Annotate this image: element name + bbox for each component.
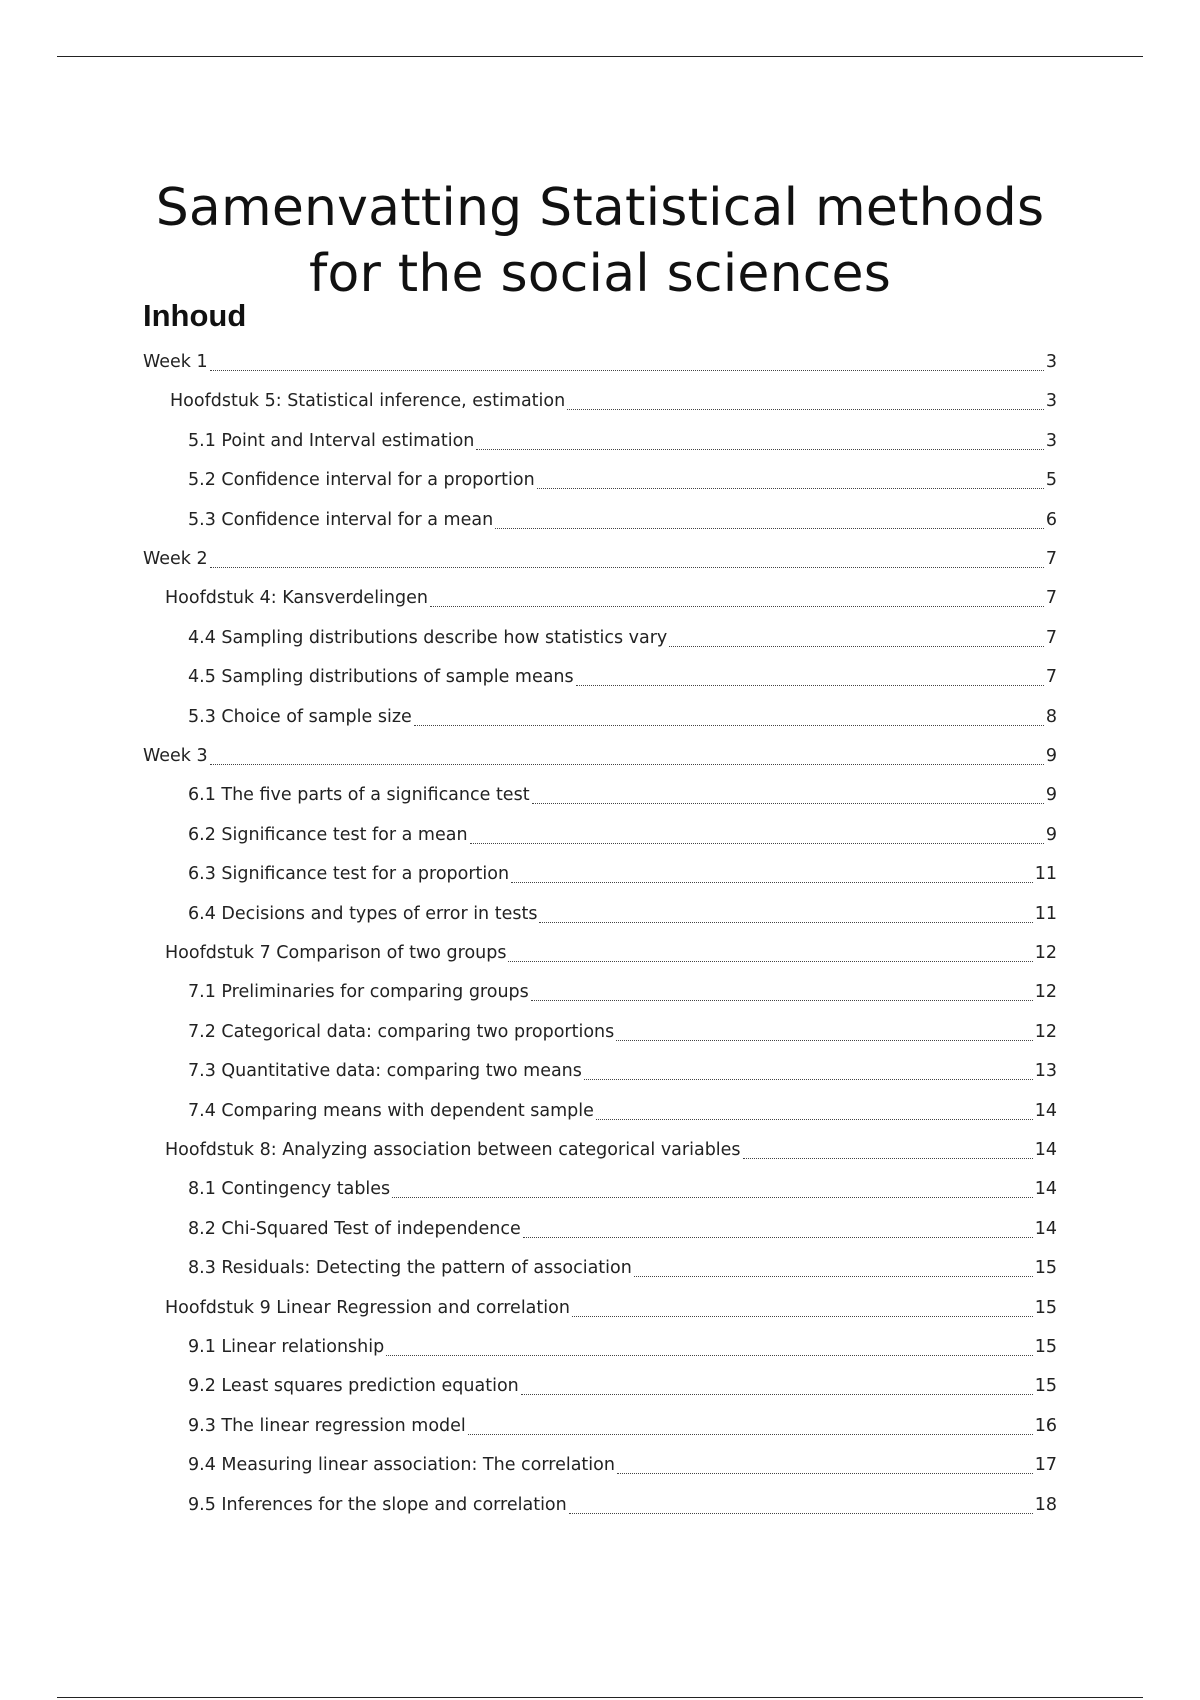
toc-entry-page-number: 5: [1045, 470, 1057, 491]
toc-entry-page-number: 3: [1045, 352, 1057, 372]
toc-entry-page-number: 14: [1034, 1218, 1057, 1239]
toc-entry[interactable]: [188, 1416, 1057, 1440]
toc-entry-page-number: 12: [1034, 982, 1057, 1003]
toc-entry[interactable]: [188, 1061, 1057, 1085]
toc-dot-leader: [567, 409, 1044, 410]
toc-entry-label: 9.5 Inferences for the slope and correlation: [188, 1494, 567, 1515]
toc-entry[interactable]: [170, 391, 1057, 415]
toc-entry[interactable]: [188, 510, 1057, 534]
toc-entry-label: 6.3 Significance test for a proportion: [188, 864, 510, 885]
toc-entry[interactable]: [188, 1337, 1057, 1361]
toc-entry-label: Hoofdstuk 8: Analyzing association between categorical variables: [165, 1140, 741, 1160]
toc-entry[interactable]: [188, 1219, 1057, 1243]
toc-dot-leader: [392, 1197, 1033, 1198]
toc-entry-label: 9.4 Measuring linear association: The correlation: [188, 1455, 615, 1476]
toc-dot-leader: [572, 1316, 1033, 1317]
toc-entry-label: Week 3: [143, 746, 208, 766]
toc-entry[interactable]: [165, 1140, 1057, 1164]
toc-entry-page-number: 7: [1045, 588, 1057, 609]
toc-dot-leader: [414, 725, 1044, 726]
toc-entry[interactable]: [165, 1298, 1057, 1322]
toc-entry-page-number: 9: [1045, 746, 1057, 766]
toc-entry-page-number: 14: [1034, 1179, 1057, 1200]
footer-rule: [57, 1697, 1143, 1698]
toc-entry-label: 6.1 The five parts of a significance test: [188, 785, 530, 806]
toc-entry[interactable]: [188, 982, 1057, 1006]
toc-dot-leader: [430, 606, 1044, 607]
toc-dot-leader: [569, 1513, 1033, 1514]
toc-dot-leader: [669, 646, 1044, 647]
toc-entry-label: Hoofdstuk 7 Comparison of two groups: [165, 943, 507, 963]
toc-entry[interactable]: [188, 825, 1057, 849]
toc-entry[interactable]: [188, 1455, 1057, 1479]
toc-entry-page-number: 8: [1045, 706, 1057, 727]
toc-entry-label: 5.1 Point and Interval estimation: [188, 430, 475, 451]
toc-dot-leader: [521, 1394, 1033, 1395]
toc-dot-leader: [470, 843, 1044, 844]
toc-dot-leader: [468, 1434, 1033, 1435]
toc-entry-page-number: 9: [1045, 824, 1057, 845]
toc-entry-label: 5.2 Confidence interval for a proportion: [188, 470, 535, 491]
toc-entry-page-number: 14: [1034, 1140, 1057, 1160]
toc-entry[interactable]: [143, 746, 1057, 770]
toc-entry[interactable]: [188, 785, 1057, 809]
toc-entry-page-number: 3: [1045, 391, 1057, 412]
toc-entry-label: 8.3 Residuals: Detecting the pattern of association: [188, 1258, 632, 1279]
toc-entry-page-number: 9: [1045, 785, 1057, 806]
toc-dot-leader: [523, 1237, 1033, 1238]
toc-entry-label: 6.2 Significance test for a mean: [188, 824, 468, 845]
toc-dot-leader: [576, 685, 1044, 686]
toc-entry-label: 5.3 Confidence interval for a mean: [188, 509, 494, 530]
toc-entry[interactable]: [188, 470, 1057, 494]
toc-dot-leader: [511, 882, 1033, 883]
toc-entry-page-number: 13: [1034, 1061, 1057, 1082]
toc-entry-label: Hoofdstuk 5: Statistical inference, estimation: [170, 391, 566, 412]
toc-entry-page-number: 11: [1034, 903, 1057, 924]
toc-entry-page-number: 15: [1034, 1258, 1057, 1279]
toc-entry-page-number: 15: [1034, 1297, 1057, 1318]
toc-entry-page-number: 16: [1034, 1415, 1057, 1436]
toc-entry-label: 7.4 Comparing means with dependent sample: [188, 1100, 594, 1121]
document-title: Samenvatting Statistical methods for the social sciences: [155, 177, 1045, 304]
toc-entry-page-number: 12: [1034, 1021, 1057, 1042]
toc-entry[interactable]: [165, 943, 1057, 967]
toc-entry[interactable]: [188, 1376, 1057, 1400]
toc-entry-page-number: 18: [1034, 1494, 1057, 1515]
toc-dot-leader: [596, 1119, 1033, 1120]
toc-entry-page-number: 17: [1034, 1455, 1057, 1476]
toc-dot-leader: [532, 803, 1044, 804]
toc-dot-leader: [210, 370, 1044, 371]
toc-entry-label: 9.2 Least squares prediction equation: [188, 1376, 519, 1397]
toc-entry[interactable]: [188, 1179, 1057, 1203]
toc-entry-label: 7.1 Preliminaries for comparing groups: [188, 982, 529, 1003]
toc-dot-leader: [495, 528, 1044, 529]
toc-entry[interactable]: [188, 1022, 1057, 1046]
toc-dot-leader: [508, 961, 1032, 962]
toc-entry-label: 6.4 Decisions and types of error in tests: [188, 903, 538, 924]
toc-dot-leader: [210, 567, 1044, 568]
toc-entry[interactable]: [188, 667, 1057, 691]
toc-entry[interactable]: [188, 1495, 1057, 1519]
toc-entry-label: Hoofdstuk 9 Linear Regression and correlation: [165, 1297, 570, 1318]
toc-entry-label: 7.3 Quantitative data: comparing two means: [188, 1061, 582, 1082]
toc-heading: Inhoud: [143, 298, 247, 333]
toc-entry[interactable]: [188, 1258, 1057, 1282]
toc-entry-page-number: 7: [1045, 667, 1057, 688]
toc-dot-leader: [616, 1040, 1032, 1041]
toc-dot-leader: [386, 1355, 1033, 1356]
toc-entry-page-number: 15: [1034, 1376, 1057, 1397]
toc-entry-label: Week 2: [143, 549, 208, 569]
toc-dot-leader: [537, 488, 1044, 489]
toc-entry-label: 4.4 Sampling distributions describe how statistics vary: [188, 627, 668, 648]
toc-entry[interactable]: [143, 549, 1057, 573]
toc-dot-leader: [584, 1079, 1033, 1080]
toc-dot-leader: [743, 1158, 1033, 1159]
toc-entry[interactable]: [188, 707, 1057, 731]
toc-dot-leader: [476, 449, 1043, 450]
toc-entry[interactable]: [188, 431, 1057, 455]
toc-dot-leader: [210, 764, 1044, 765]
toc-entry-page-number: 14: [1034, 1100, 1057, 1121]
toc-entry-page-number: 15: [1034, 1337, 1057, 1357]
toc-dot-leader: [634, 1276, 1033, 1277]
toc-entry-page-number: 7: [1045, 627, 1057, 648]
toc-entry-label: Week 1: [143, 352, 208, 372]
toc-entry-page-number: 11: [1034, 864, 1057, 885]
toc-dot-leader: [531, 1000, 1033, 1001]
toc-entry-label: 5.3 Choice of sample size: [188, 706, 412, 727]
toc-entry-label: Hoofdstuk 4: Kansverdelingen: [165, 588, 428, 609]
toc-entry-label: 7.2 Categorical data: comparing two proportions: [188, 1021, 615, 1042]
toc-entry-page-number: 6: [1045, 509, 1057, 530]
toc-entry[interactable]: [188, 628, 1057, 652]
toc-entry-page-number: 3: [1045, 430, 1057, 451]
toc-entry[interactable]: [188, 864, 1057, 888]
toc-entry-label: 4.5 Sampling distributions of sample means: [188, 667, 574, 688]
toc-entry-page-number: 7: [1045, 549, 1057, 569]
toc-entry-label: 9.1 Linear relationship: [188, 1337, 385, 1357]
toc-dot-leader: [539, 922, 1032, 923]
toc-entry-label: 9.3 The linear regression model: [188, 1415, 466, 1436]
toc-entry[interactable]: [188, 1101, 1057, 1125]
toc-entry-page-number: 12: [1034, 943, 1057, 963]
toc-entry-label: 8.2 Chi-Squared Test of independence: [188, 1218, 521, 1239]
toc-entry[interactable]: [188, 904, 1057, 928]
toc-entry[interactable]: [143, 352, 1057, 376]
toc-entry-label: 8.1 Contingency tables: [188, 1179, 391, 1200]
toc-entry[interactable]: [165, 588, 1057, 612]
toc-dot-leader: [617, 1473, 1033, 1474]
header-rule: [57, 56, 1143, 57]
